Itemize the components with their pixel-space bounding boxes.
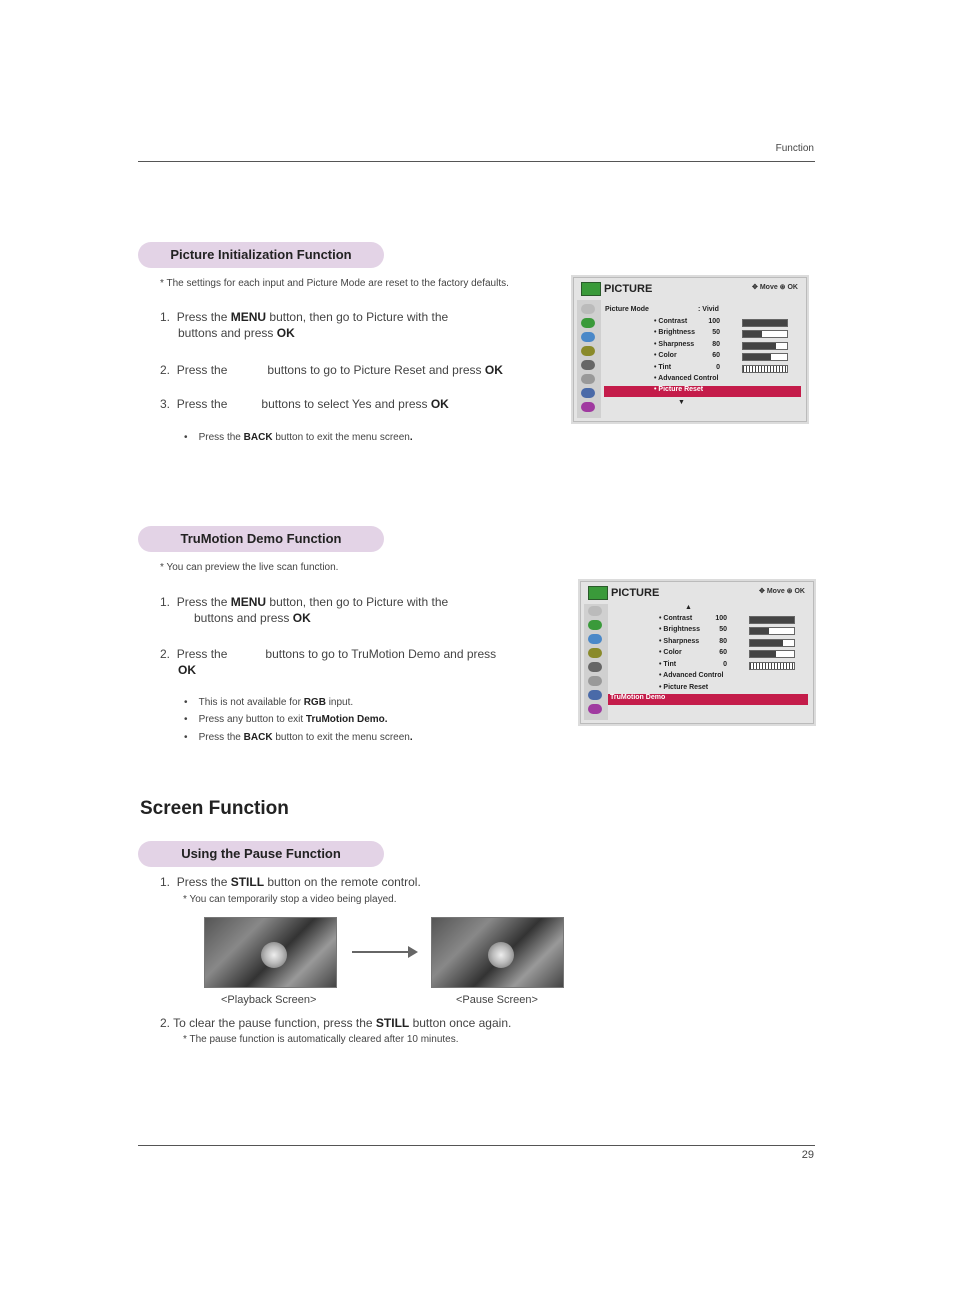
sidebar-icon-3 [581,332,595,342]
move-icon: ✥ [752,284,758,291]
menu-row-bar [749,662,795,670]
clock-icon [581,360,595,370]
arrow-head-icon [408,946,418,958]
menu-row-label: • Color [654,352,677,360]
page-number: 29 [801,1149,814,1161]
menu-top-bar [574,278,806,300]
menu-row-bar [749,616,795,624]
sidebar-icon-4 [588,648,602,658]
menu-row-value: 50 [719,626,727,634]
menu-row-value: 60 [712,352,720,360]
picture-mode-label: Picture Mode [605,306,649,313]
menu-top-bar [581,582,813,604]
sidebar-icon-6 [588,676,602,686]
menu-row-value: 100 [715,615,727,622]
picture-menu-reset [573,277,807,422]
menu-row-bar [742,353,788,361]
picture-mode-value: : Vivid [698,306,719,313]
menu-row-value: 100 [708,318,720,325]
trumotion-step-2: 2. Press the buttons to go to TruMotion Demo and press OK [160,647,497,677]
trumotion-note: * You can preview the live scan function. [160,562,339,573]
menu-row-bar [742,342,788,350]
tv-icon [588,586,608,600]
picture-init-step-3: 3. Press the buttons to select Yes and press OK [160,397,449,411]
scroll-up-icon: ▲ [685,604,692,611]
menu-item-advanced: • Advanced Control [659,672,724,679]
menu-row-label: • Brightness [654,329,695,337]
sidebar-icon-3 [588,634,602,644]
menu-row-label: • Sharpness [654,340,695,348]
info-icon [588,704,602,714]
menu-row-value: 80 [712,340,720,348]
pause-screen-image [431,917,564,988]
pause-note-1: * You can temporarily stop a video being played. [183,894,397,905]
menu-sidebar [584,604,608,720]
info-icon [581,402,595,412]
menu-row-value: 0 [716,363,720,371]
footer-divider [138,1145,815,1146]
sidebar-icon-7 [581,388,595,398]
pause-step-1: 1. Press the STILL button on the remote control. [160,875,421,889]
picture-init-step-2: 2. Press the buttons to go to Picture Reset and press OK [160,363,503,377]
arrow-icon [352,951,410,953]
menu-title: PICTURE [604,283,653,295]
menu-row-label: • Contrast [654,318,688,325]
header-divider [138,161,815,162]
picture-icon [581,318,595,328]
trumotion-heading: TruMotion Demo Function [138,526,384,552]
picture-init-heading: Picture Initialization Function [138,242,384,268]
menu-row-bar [742,330,788,338]
pause-note-2: * The pause function is automatically cleared after 10 minutes. [183,1034,459,1045]
trumotion-bullet-1: • This is not available for RGB input. [184,697,354,708]
menu-item-picture-reset-selected: • Picture Reset [604,386,801,397]
menu-row-value: 80 [719,637,727,645]
sidebar-icon-7 [588,690,602,700]
picture-init-bullet: • Press the BACK button to exit the menu screen. [184,432,413,443]
menu-row-label: • Tint [654,363,672,371]
menu-row-label: • Contrast [659,615,693,622]
menu-item-trumotion-selected: TruMotion Demo [608,694,808,705]
scroll-down-icon: ▼ [678,399,685,406]
menu-row-bar [749,627,795,635]
flower-shape [488,942,514,968]
trumotion-step-1: 1. Press the MENU button, then go to Picture with the buttons and press OK [160,595,449,625]
menu-row-value: 0 [723,660,727,668]
menu-help: ✥ Move ⊛ OK [759,588,805,595]
menu-row-bar [749,650,795,658]
menu-row-label: • Brightness [659,626,700,634]
playback-screen-image [204,917,337,988]
menu-row-label: • Tint [659,660,677,668]
trumotion-bullet-3: • Press the BACK button to exit the menu screen. [184,732,413,743]
menu-sidebar [577,300,601,418]
pause-step-2: 2. To clear the pause function, press the STILL button once again. [160,1016,512,1030]
tv-icon [581,282,601,296]
picture-init-step-1: 1. Press the MENU button, then go to Picture with the buttons and press OK [160,310,449,340]
menu-row-value: 60 [719,649,727,657]
menu-row-bar [742,365,788,373]
section-title: Screen Function [140,798,289,819]
pause-heading: Using the Pause Function [138,841,384,867]
menu-help: ✥ Move ⊛ OK [752,284,798,291]
playback-caption: <Playback Screen> [221,994,317,1006]
menu-item-picture-reset: • Picture Reset [659,684,709,691]
sidebar-icon-6 [581,374,595,384]
trumotion-bullet-2: • Press any button to exit TruMotion Demo. [184,714,388,725]
sidebar-icon-4 [581,346,595,356]
picture-icon [588,620,602,630]
pause-caption: <Pause Screen> [456,994,538,1006]
menu-row-bar [749,639,795,647]
menu-row-bar [742,319,788,327]
menu-row-label: • Color [659,649,682,657]
menu-row-label: • Sharpness [659,637,700,645]
flower-shape [261,942,287,968]
clock-icon [588,662,602,672]
sidebar-icon-1 [588,606,602,616]
menu-item-advanced: • Advanced Control [654,375,719,382]
sidebar-icon-1 [581,304,595,314]
menu-title: PICTURE [611,587,660,599]
header-section-label: Function [775,143,814,154]
picture-init-note: * The settings for each input and Picture Mode are reset to the factory defaults. [160,278,509,289]
move-icon: ✥ [759,588,765,595]
picture-menu-trumotion [580,581,814,724]
menu-row-value: 50 [712,329,720,337]
